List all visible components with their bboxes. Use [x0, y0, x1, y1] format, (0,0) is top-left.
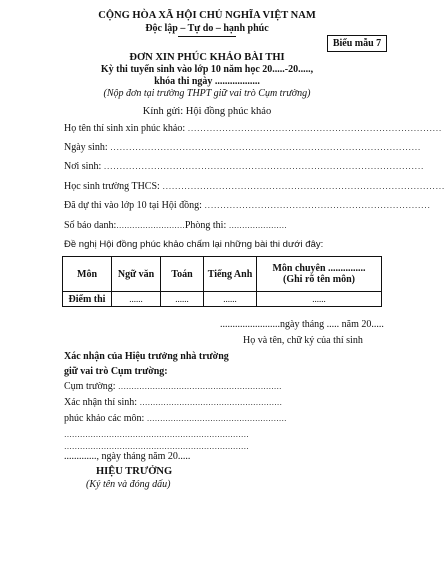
field-label: Đã dự thi vào lớp 10 tại Hội đồng: [64, 200, 202, 211]
confirm-label: Xác nhận thí sinh: [64, 397, 138, 408]
exam-date-line: khóa thi ngày .................. [154, 76, 260, 87]
specialized-label: Môn chuyên ............... [272, 263, 366, 274]
confirm-label: phúc khảo các môn: [64, 413, 145, 424]
principal-title: HIỆU TRƯỞNG [96, 466, 173, 477]
score-cell: ...... [257, 292, 382, 307]
principal-date-line: ............., ngày tháng năm 20..... [64, 451, 191, 462]
score-table [62, 256, 382, 307]
submission-note: (Nộp đơn tại trường THPT giữ vai trò Cụm trường) [103, 88, 311, 99]
request-text: Đề nghị Hội đồng phúc khảo chấm lại những bài thi dưới đây: [64, 239, 324, 250]
confirmation-title: Xác nhận của Hiệu trưởng nhà trường [64, 351, 229, 362]
principal-note: (Ký tên và đóng dấu) [86, 479, 171, 490]
col-literature: Ngữ văn [112, 257, 161, 292]
score-cell: ...... [112, 292, 161, 307]
motto-underline [178, 36, 236, 37]
specialized-note: (Ghi rõ tên môn) [283, 274, 355, 285]
field-label: Họ tên thí sinh xin phúc khảo: [64, 123, 186, 134]
field-candidate-name: Họ tên thí sinh xin phúc khảo: ................................................................................. [64, 123, 442, 134]
blank-line: ...................................................................... [64, 429, 249, 440]
country-name: CỘNG HÒA XÃ HỘI CHỦ NGHĨA VIỆT NAM [98, 10, 316, 21]
sbd-label: Số báo danh: [64, 220, 117, 231]
score-cell: ...... [161, 292, 204, 307]
col-subject: Môn [63, 257, 112, 292]
national-motto: Độc lập – Tự do – hạnh phúc [145, 23, 269, 34]
exam-line: Kỳ thi tuyển sinh vào lớp 10 năm học 20.....-20....., [100, 64, 314, 75]
field-sbd-room: Số báo danh:..........................Phòng thi: ...................... [64, 220, 287, 231]
room-label: Phòng thi: [184, 220, 227, 231]
applicant-date-line: ........................ngày tháng ..... năm 20..... [220, 319, 384, 330]
form-label-box: Biểu mẫu 7 [327, 35, 387, 52]
addressee: Kính gửi: Hội đồng phúc khảo [142, 106, 272, 117]
field-birth-date: Ngày sinh: ................................................................................................... [64, 142, 421, 153]
field-school: Học sinh trường THCS: .......................................................................................... [64, 181, 445, 192]
field-label: Học sinh trường THCS: [64, 181, 160, 192]
confirm-label: Cụm trường: [64, 381, 116, 392]
row-score-label: Điểm thi [63, 292, 112, 307]
form-title: ĐƠN XIN PHÚC KHẢO BÀI THI [129, 52, 285, 63]
confirm-candidate: Xác nhận thí sinh: ...................................................... [64, 397, 283, 408]
col-english: Tiếng Anh [204, 257, 257, 292]
field-birth-place: Nơi sinh: ...................................................................................................... [64, 161, 424, 172]
confirmation-subtitle: giữ vai trò Cụm trường: [64, 366, 168, 377]
confirm-cluster: Cụm trường: .............................................................. [64, 381, 282, 392]
blank-line: ...................................................................... [64, 441, 249, 452]
col-specialized [257, 257, 382, 292]
col-math: Toán [161, 257, 204, 292]
field-label: Ngày sinh: [64, 142, 108, 153]
score-cell: ...... [204, 292, 257, 307]
confirm-subjects: phúc khảo các môn: ..................................................... [64, 413, 287, 424]
field-council: Đã dự thi vào lớp 10 tại Hội đồng: ........................................................................ [64, 200, 431, 211]
applicant-signature-label: Họ và tên, chữ ký của thí sinh [243, 335, 363, 346]
field-label: Nơi sinh: [64, 161, 102, 172]
